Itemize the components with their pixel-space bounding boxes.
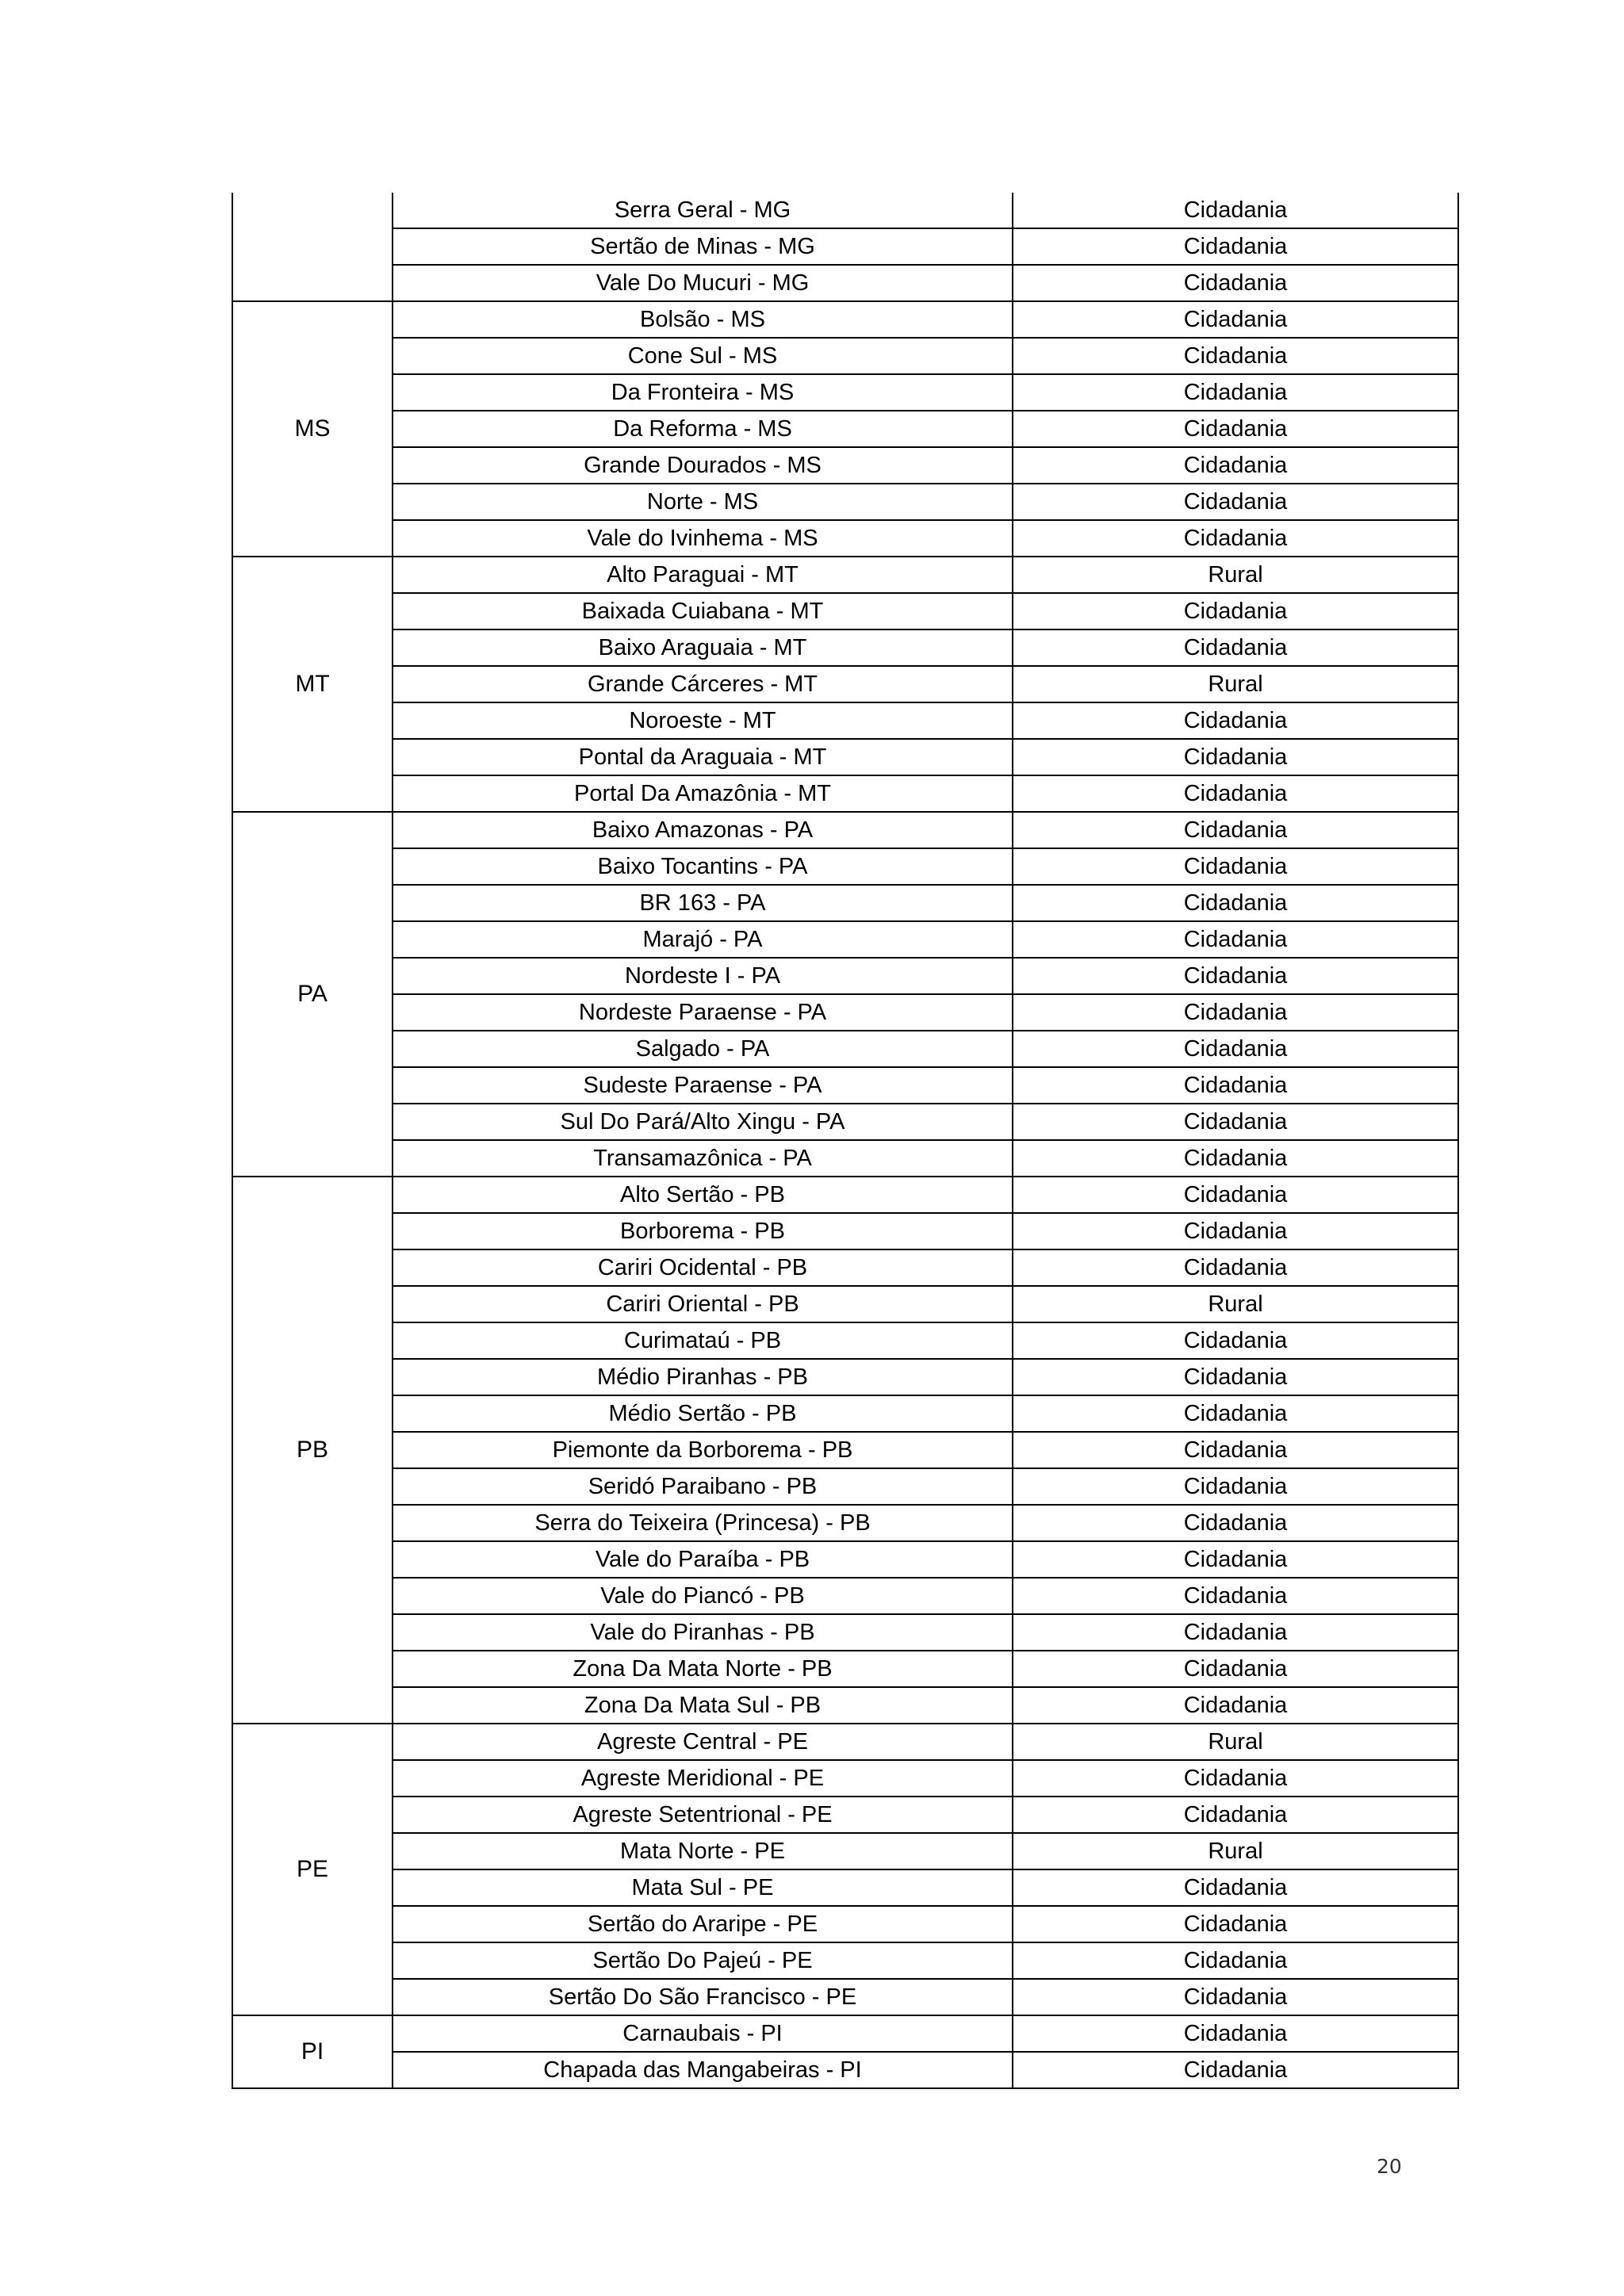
territory-cell: Sertão de Minas - MG (393, 228, 1013, 265)
territory-cell: Zona Da Mata Sul - PB (393, 1687, 1013, 1724)
type-cell: Cidadania (1013, 1322, 1458, 1359)
territory-cell: Vale do Paraíba - PB (393, 1541, 1013, 1578)
table-row (232, 1432, 1458, 1468)
table-row (232, 1213, 1458, 1249)
table-row (232, 520, 1458, 557)
uf-cell: PE (232, 1724, 393, 2015)
type-cell: Cidadania (1013, 411, 1458, 447)
table-row (232, 1395, 1458, 1432)
type-cell: Cidadania (1013, 374, 1458, 411)
territory-cell: Grande Dourados - MS (393, 447, 1013, 484)
territory-cell: Curimataú - PB (393, 1322, 1013, 1359)
territory-cell: Agreste Setentrional - PE (393, 1797, 1013, 1833)
table-row (232, 958, 1458, 994)
table-row (232, 301, 1458, 338)
territory-cell: Noroeste - MT (393, 702, 1013, 739)
type-cell: Cidadania (1013, 1067, 1458, 1104)
table-row (232, 1286, 1458, 1322)
type-cell: Cidadania (1013, 301, 1458, 338)
table-row (232, 1833, 1458, 1869)
territory-cell: Médio Sertão - PB (393, 1395, 1013, 1432)
territory-cell: Da Fronteira - MS (393, 374, 1013, 411)
type-cell: Cidadania (1013, 338, 1458, 374)
type-cell: Cidadania (1013, 885, 1458, 921)
table-row (232, 1979, 1458, 2015)
territory-cell: Alto Sertão - PB (393, 1177, 1013, 1213)
territory-cell: Mata Sul - PE (393, 1869, 1013, 1906)
type-cell: Cidadania (1013, 702, 1458, 739)
type-cell: Rural (1013, 1286, 1458, 1322)
territory-cell: BR 163 - PA (393, 885, 1013, 921)
type-cell: Cidadania (1013, 1213, 1458, 1249)
territory-cell: Cariri Oriental - PB (393, 1286, 1013, 1322)
type-cell: Cidadania (1013, 1906, 1458, 1942)
type-cell: Cidadania (1013, 775, 1458, 812)
territory-cell: Transamazônica - PA (393, 1140, 1013, 1177)
territory-cell: Carnaubais - PI (393, 2015, 1013, 2052)
table-row (232, 557, 1458, 593)
type-cell: Rural (1013, 557, 1458, 593)
territory-cell: Nordeste Paraense - PA (393, 994, 1013, 1031)
table-row (232, 447, 1458, 484)
territory-cell: Sertão Do Pajeú - PE (393, 1942, 1013, 1979)
table-row (232, 1541, 1458, 1578)
uf-cell: MT (232, 557, 393, 812)
type-cell: Cidadania (1013, 1505, 1458, 1541)
table-row (232, 775, 1458, 812)
territory-cell: Borborema - PB (393, 1213, 1013, 1249)
type-cell: Cidadania (1013, 1797, 1458, 1833)
type-cell: Cidadania (1013, 193, 1458, 228)
table-row (232, 1724, 1458, 1760)
territory-cell: Pontal da Araguaia - MT (393, 739, 1013, 775)
page-number: 20 (1377, 2155, 1402, 2178)
type-cell: Cidadania (1013, 1979, 1458, 2015)
territory-cell: Vale Do Mucuri - MG (393, 265, 1013, 301)
type-cell: Cidadania (1013, 1651, 1458, 1687)
table-row (232, 2015, 1458, 2052)
territory-cell: Mata Norte - PE (393, 1833, 1013, 1869)
territory-cell: Zona Da Mata Norte - PB (393, 1651, 1013, 1687)
type-cell: Cidadania (1013, 1249, 1458, 1286)
table-row (232, 994, 1458, 1031)
type-cell: Cidadania (1013, 1432, 1458, 1468)
type-cell: Cidadania (1013, 1869, 1458, 1906)
table-row (232, 739, 1458, 775)
type-cell: Cidadania (1013, 2052, 1458, 2088)
type-cell: Cidadania (1013, 1468, 1458, 1505)
territories-table (232, 193, 1459, 2089)
territory-cell: Médio Piranhas - PB (393, 1359, 1013, 1395)
type-cell: Cidadania (1013, 1578, 1458, 1614)
type-cell: Cidadania (1013, 484, 1458, 520)
table-row (232, 1505, 1458, 1541)
table-row (232, 1869, 1458, 1906)
table-row (232, 1031, 1458, 1067)
territory-cell: Salgado - PA (393, 1031, 1013, 1067)
territory-cell: Chapada das Mangabeiras - PI (393, 2052, 1013, 2088)
table-row (232, 374, 1458, 411)
territory-cell: Serra do Teixeira (Princesa) - PB (393, 1505, 1013, 1541)
table-row (232, 702, 1458, 739)
type-cell: Cidadania (1013, 1359, 1458, 1395)
territory-cell: Sertão Do São Francisco - PE (393, 1979, 1013, 2015)
type-cell: Cidadania (1013, 812, 1458, 848)
table-row (232, 848, 1458, 885)
table-row (232, 1578, 1458, 1614)
territories-table-body (232, 193, 1458, 2088)
territories-table-wrapper (232, 193, 1457, 2089)
type-cell: Cidadania (1013, 520, 1458, 557)
type-cell: Cidadania (1013, 1177, 1458, 1213)
type-cell: Cidadania (1013, 2015, 1458, 2052)
type-cell: Rural (1013, 666, 1458, 702)
territory-cell: Da Reforma - MS (393, 411, 1013, 447)
territory-cell: Baixo Araguaia - MT (393, 629, 1013, 666)
table-row (232, 885, 1458, 921)
territory-cell: Cone Sul - MS (393, 338, 1013, 374)
table-row (232, 593, 1458, 629)
territory-cell: Nordeste I - PA (393, 958, 1013, 994)
type-cell: Cidadania (1013, 228, 1458, 265)
type-cell: Cidadania (1013, 447, 1458, 484)
table-row (232, 265, 1458, 301)
type-cell: Cidadania (1013, 1687, 1458, 1724)
type-cell: Cidadania (1013, 1395, 1458, 1432)
territory-cell: Vale do Ivinhema - MS (393, 520, 1013, 557)
type-cell: Cidadania (1013, 848, 1458, 885)
table-row (232, 1906, 1458, 1942)
territory-cell: Alto Paraguai - MT (393, 557, 1013, 593)
type-cell: Cidadania (1013, 265, 1458, 301)
table-row (232, 2052, 1458, 2088)
territory-cell: Seridó Paraibano - PB (393, 1468, 1013, 1505)
territory-cell: Grande Cárceres - MT (393, 666, 1013, 702)
territory-cell: Baixo Tocantins - PA (393, 848, 1013, 885)
uf-cell: MS (232, 301, 393, 557)
table-row (232, 228, 1458, 265)
uf-cell: PI (232, 2015, 393, 2088)
table-row (232, 1942, 1458, 1979)
table-row (232, 1104, 1458, 1140)
type-cell: Cidadania (1013, 1942, 1458, 1979)
uf-cell: PA (232, 812, 393, 1177)
table-row (232, 1797, 1458, 1833)
territory-cell: Baixo Amazonas - PA (393, 812, 1013, 848)
table-row (232, 666, 1458, 702)
table-row (232, 1177, 1458, 1213)
type-cell: Cidadania (1013, 1541, 1458, 1578)
table-row (232, 1760, 1458, 1797)
table-row (232, 921, 1458, 958)
table-row (232, 338, 1458, 374)
table-row (232, 1140, 1458, 1177)
territory-cell: Agreste Central - PE (393, 1724, 1013, 1760)
territory-cell: Norte - MS (393, 484, 1013, 520)
type-cell: Cidadania (1013, 1760, 1458, 1797)
territory-cell: Vale do Piancó - PB (393, 1578, 1013, 1614)
type-cell: Rural (1013, 1724, 1458, 1760)
table-row (232, 484, 1458, 520)
territory-cell: Sertão do Araripe - PE (393, 1906, 1013, 1942)
territory-cell: Portal Da Amazônia - MT (393, 775, 1013, 812)
type-cell: Cidadania (1013, 1031, 1458, 1067)
table-row (232, 411, 1458, 447)
type-cell: Cidadania (1013, 629, 1458, 666)
type-cell: Cidadania (1013, 958, 1458, 994)
territory-cell: Agreste Meridional - PE (393, 1760, 1013, 1797)
territory-cell: Sudeste Paraense - PA (393, 1067, 1013, 1104)
territory-cell: Cariri Ocidental - PB (393, 1249, 1013, 1286)
uf-cell (232, 193, 393, 301)
territory-cell: Sul Do Pará/Alto Xingu - PA (393, 1104, 1013, 1140)
table-row (232, 1322, 1458, 1359)
table-row (232, 1067, 1458, 1104)
type-cell: Cidadania (1013, 994, 1458, 1031)
type-cell: Rural (1013, 1833, 1458, 1869)
table-row (232, 193, 1458, 228)
territory-cell: Serra Geral - MG (393, 193, 1013, 228)
territory-cell: Vale do Piranhas - PB (393, 1614, 1013, 1651)
type-cell: Cidadania (1013, 1104, 1458, 1140)
type-cell: Cidadania (1013, 1614, 1458, 1651)
territory-cell: Piemonte da Borborema - PB (393, 1432, 1013, 1468)
table-row (232, 812, 1458, 848)
type-cell: Cidadania (1013, 921, 1458, 958)
type-cell: Cidadania (1013, 593, 1458, 629)
territory-cell: Baixada Cuiabana - MT (393, 593, 1013, 629)
type-cell: Cidadania (1013, 1140, 1458, 1177)
table-row (232, 629, 1458, 666)
uf-cell: PB (232, 1177, 393, 1724)
territory-cell: Marajó - PA (393, 921, 1013, 958)
table-row (232, 1468, 1458, 1505)
table-row (232, 1614, 1458, 1651)
table-row (232, 1651, 1458, 1687)
type-cell: Cidadania (1013, 739, 1458, 775)
table-row (232, 1687, 1458, 1724)
table-row (232, 1249, 1458, 1286)
table-row (232, 1359, 1458, 1395)
territory-cell: Bolsão - MS (393, 301, 1013, 338)
